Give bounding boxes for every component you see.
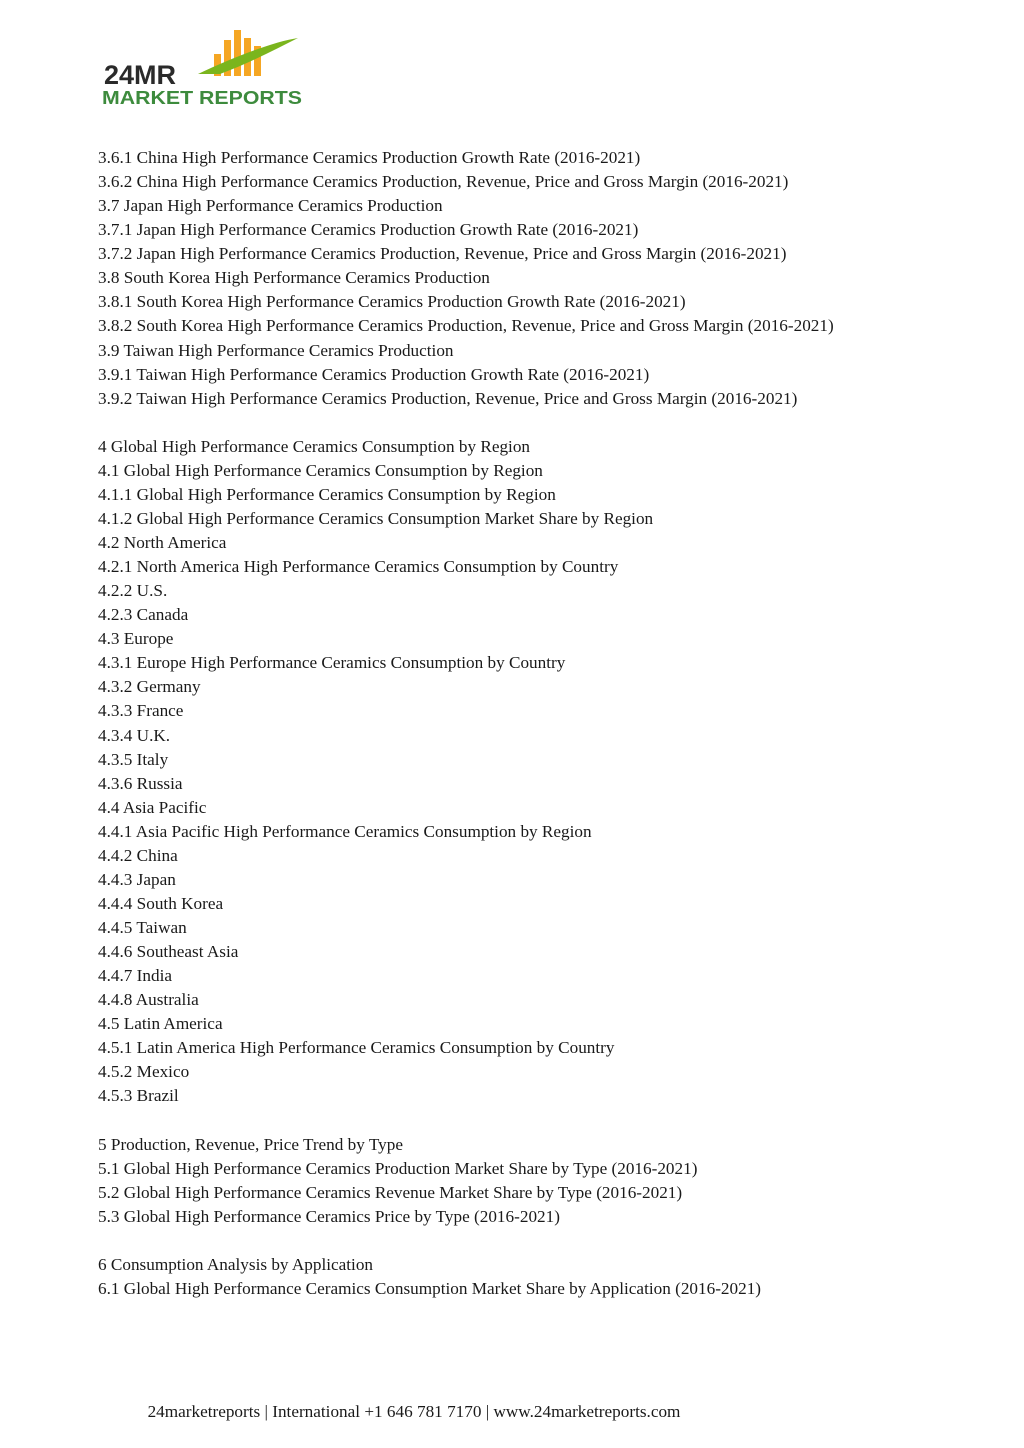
page-footer	[0, 1400, 828, 1424]
toc-entry: 4.1.1 Global High Performance Ceramics Consumption by Region	[98, 484, 556, 504]
toc-entry: 4.4.8 Australia	[98, 990, 199, 1010]
toc-entry: 4.4.7 India	[98, 966, 172, 986]
toc-entry: 4.4.5 Taiwan	[98, 918, 187, 937]
table-of-contents	[98, 146, 978, 1301]
logo-brand-text: 24MR	[104, 60, 177, 90]
toc-entry: 4.4.4 South Korea	[98, 893, 224, 913]
toc-entry: 5.1 Global High Performance Ceramics Production Market Share by Type (2016-2021)	[98, 1158, 698, 1178]
toc-entry: 4.4 Asia Pacific	[98, 797, 207, 817]
logo-name-text: MARKET REPORTS	[102, 87, 302, 108]
toc-entry: 4.4.2 China	[98, 845, 178, 865]
toc-entry: 4.4.3 Japan	[98, 869, 176, 889]
footer-contact-text: 24marketreports | International +1 646 781 7170 | www.24marketreports.com	[147, 1402, 681, 1421]
toc-entry: 3.9 Taiwan High Performance Ceramics Production	[98, 340, 454, 360]
toc-entry: 3.7 Japan High Performance Ceramics Production	[98, 196, 443, 216]
toc-entry: 5.3 Global High Performance Ceramics Price by Type (2016-2021)	[98, 1206, 560, 1226]
toc-entry: 4.1.2 Global High Performance Ceramics Consumption Market Share by Region	[98, 508, 654, 528]
toc-entry: 4.5.1 Latin America High Performance Ceramics Consumption by Country	[98, 1038, 615, 1058]
toc-entry: 6.1 Global High Performance Ceramics Consumption Market Share by Application (2016-2021)	[98, 1278, 762, 1298]
toc-entry: 3.6.1 China High Performance Ceramics Production Growth Rate (2016-2021)	[98, 148, 641, 167]
toc-entry: 3.7.1 Japan High Performance Ceramics Production Growth Rate (2016-2021)	[98, 220, 639, 240]
toc-entry: 4.3.1 Europe High Performance Ceramics Consumption by Country	[98, 653, 566, 673]
toc-entry: 4.3.3 France	[98, 701, 184, 721]
bar-chart-swoosh-icon	[102, 28, 312, 108]
toc-entry: 4.2.1 North America High Performance Ceramics Consumption by Country	[98, 557, 619, 577]
toc-entry: 3.9.2 Taiwan High Performance Ceramics Production, Revenue, Price and Gross Margin (2016-2021)	[98, 388, 798, 408]
toc-entry: 4.5.2 Mexico	[98, 1062, 190, 1082]
company-logo	[102, 28, 312, 108]
toc-entry: 6 Consumption Analysis by Application	[98, 1254, 374, 1274]
section-spacer	[98, 1109, 978, 1133]
section-spacer	[98, 1229, 978, 1253]
toc-entry: 3.9.1 Taiwan High Performance Ceramics Production Growth Rate (2016-2021)	[98, 364, 650, 384]
toc-entry: 3.8.1 South Korea High Performance Ceramics Production Growth Rate (2016-2021)	[98, 292, 686, 312]
toc-entry: 4.3.5 Italy	[98, 749, 169, 769]
toc-entry: 4.4.1 Asia Pacific High Performance Ceramics Consumption by Region	[98, 821, 592, 841]
toc-entry: 4.3.2 Germany	[98, 677, 201, 697]
toc-entry: 4.1 Global High Performance Ceramics Consumption by Region	[98, 460, 543, 480]
toc-entry: 4.2.3 Canada	[98, 605, 189, 625]
toc-entry: 5 Production, Revenue, Price Trend by Type	[98, 1134, 403, 1154]
section-spacer	[98, 411, 978, 435]
toc-entry: 5.2 Global High Performance Ceramics Revenue Market Share by Type (2016-2021)	[98, 1182, 683, 1202]
toc-entry: 4.3.6 Russia	[98, 773, 183, 793]
toc-entry: 3.7.2 Japan High Performance Ceramics Production, Revenue, Price and Gross Margin (2016-2021)	[98, 244, 787, 264]
toc-entry: 4.5.3 Brazil	[98, 1086, 179, 1106]
toc-entry: 4.5 Latin America	[98, 1014, 223, 1034]
toc-entry: 4.3.4 U.K.	[98, 725, 171, 745]
logo-bar	[234, 30, 241, 76]
toc-entry: 3.6.2 China High Performance Ceramics Production, Revenue, Price and Gross Margin (2016-2021)	[98, 172, 789, 192]
toc-entry: 4.4.6 Southeast Asia	[98, 942, 239, 962]
toc-entry: 3.8.2 South Korea High Performance Ceramics Production, Revenue, Price and Gross Margin (2016-2021)	[98, 316, 834, 336]
toc-entry: 4.3 Europe	[98, 629, 174, 649]
toc-entry: 4.2 North America	[98, 533, 227, 552]
toc-entry: 3.8 South Korea High Performance Ceramics Production	[98, 268, 490, 288]
toc-entry: 4 Global High Performance Ceramics Consumption by Region	[98, 436, 531, 456]
toc-entry: 4.2.2 U.S.	[98, 581, 168, 601]
